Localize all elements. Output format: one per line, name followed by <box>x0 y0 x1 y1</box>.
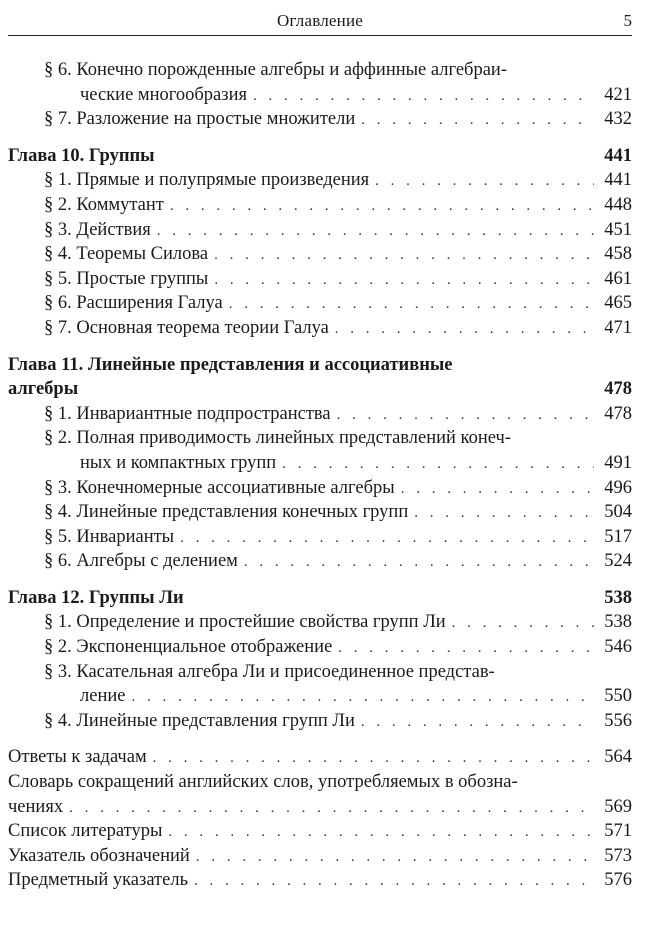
toc-entry[interactable] <box>8 316 632 341</box>
toc-entry[interactable] <box>8 242 632 267</box>
toc-entry-title: ление <box>80 686 126 707</box>
toc-entry[interactable] <box>8 795 632 820</box>
toc-entry-page: 524 <box>604 551 632 572</box>
toc-entry-page: 491 <box>604 452 632 473</box>
toc-entry[interactable] <box>8 107 632 132</box>
leader-dots <box>131 685 594 710</box>
toc-entry-title: ческие многообразия <box>80 84 247 105</box>
toc-entry-title: § 2. Полная приводимость линейных представлений конеч- <box>44 428 511 449</box>
toc-entry-page: 465 <box>604 293 632 314</box>
toc-entry-page: 576 <box>604 870 632 891</box>
toc-entry-title: Указатель обозначений <box>8 845 190 866</box>
toc-entry-title: § 6. Расширения Галуа <box>44 293 223 314</box>
leader-dots <box>338 636 594 661</box>
leader-dots <box>452 611 594 636</box>
toc-entry-title: § 5. Простые группы <box>44 268 209 289</box>
toc-entry-page: 441 <box>604 170 632 191</box>
toc-entry-page: 461 <box>604 268 632 289</box>
leader-dots <box>69 796 594 821</box>
toc-entry[interactable] <box>8 402 632 427</box>
toc-entry[interactable] <box>8 635 632 660</box>
leader-dots <box>401 477 594 502</box>
toc-entry-page: 448 <box>604 194 632 215</box>
toc-entry-page: 517 <box>604 526 632 547</box>
chapter-page: 441 <box>604 145 632 166</box>
toc-entry-title: § 6. Алгебры с делением <box>44 551 238 572</box>
toc-entry-page: 556 <box>604 710 632 731</box>
toc-entry[interactable] <box>8 218 632 243</box>
toc-entry-title: § 4. Линейные представления конечных групп <box>44 502 409 523</box>
toc-entry[interactable] <box>8 58 632 83</box>
toc-entry-page: 550 <box>604 686 632 707</box>
leader-dots <box>375 169 594 194</box>
header-page-number: 5 <box>623 11 632 30</box>
leader-dots <box>361 108 594 133</box>
toc-entry[interactable] <box>8 709 632 734</box>
toc-entry[interactable] <box>8 745 632 770</box>
toc-entry-title: § 4. Линейные представления групп Ли <box>44 710 355 731</box>
toc-entry-page: 504 <box>604 502 632 523</box>
toc-entry[interactable] <box>8 770 632 795</box>
leader-dots <box>337 403 594 428</box>
toc-entry-title: § 3. Конечномерные ассоциативные алгебры <box>44 477 395 498</box>
toc-entry-page: 432 <box>604 109 632 130</box>
leader-dots <box>157 219 594 244</box>
toc-entry[interactable] <box>8 426 632 451</box>
leader-dots <box>168 820 594 845</box>
toc-entry-title: § 1. Определение и простейшие свойства групп Ли <box>44 612 446 633</box>
toc-entry-title: § 7. Основная теорема теории Галуа <box>44 317 329 338</box>
toc-entry-title: § 1. Прямые и полупрямые произведения <box>44 170 370 191</box>
toc-entry[interactable] <box>8 819 632 844</box>
toc-entry-page: 546 <box>604 637 632 658</box>
toc-entry[interactable] <box>8 83 632 108</box>
toc-chapter[interactable] <box>8 353 632 378</box>
table-of-contents <box>8 58 632 893</box>
chapter-title: Глава 10. Группы <box>8 145 155 166</box>
leader-dots <box>180 526 594 551</box>
toc-entry-title: ных и компактных групп <box>80 452 277 473</box>
toc-entry-page: 569 <box>604 796 632 817</box>
toc-chapter[interactable] <box>8 377 632 402</box>
leader-dots <box>214 243 594 268</box>
toc-entry-page: 421 <box>604 84 632 105</box>
leader-dots <box>153 746 594 771</box>
toc-entry-page: 496 <box>604 477 632 498</box>
toc-entry-page: 451 <box>604 219 632 240</box>
toc-entry-title: § 1. Инвариантные подпространства <box>44 403 331 424</box>
leader-dots <box>194 869 594 894</box>
toc-entry-title: § 3. Действия <box>44 219 151 240</box>
chapter-title: алгебры <box>8 379 79 400</box>
toc-entry-title: Словарь сокращений английских слов, употребляемых в обозна- <box>8 772 518 793</box>
toc-entry-title: § 3. Касательная алгебра Ли и присоединенное представ- <box>44 661 495 682</box>
toc-entry-title: Ответы к задачам <box>8 747 147 768</box>
toc-entry[interactable] <box>8 684 632 709</box>
toc-entry-title: § 5. Инварианты <box>44 526 175 547</box>
toc-entry[interactable] <box>8 844 632 869</box>
toc-entry[interactable] <box>8 868 632 893</box>
toc-chapter[interactable] <box>8 144 632 169</box>
leader-dots <box>170 194 594 219</box>
toc-entry[interactable] <box>8 451 632 476</box>
chapter-page: 538 <box>604 587 632 608</box>
toc-entry-page: 458 <box>604 244 632 265</box>
toc-entry[interactable] <box>8 500 632 525</box>
leader-dots <box>414 501 594 526</box>
toc-entry[interactable] <box>8 476 632 501</box>
toc-entry[interactable] <box>8 549 632 574</box>
toc-entry-title: чениях <box>8 796 64 817</box>
toc-entry-title: § 4. Теоремы Силова <box>44 244 209 265</box>
leader-dots <box>244 550 594 575</box>
running-header <box>8 11 632 36</box>
chapter-title: Глава 12. Группы Ли <box>8 587 184 608</box>
toc-chapter[interactable] <box>8 586 632 611</box>
leader-dots <box>361 710 594 735</box>
toc-entry[interactable] <box>8 168 632 193</box>
leader-dots <box>282 452 594 477</box>
toc-entry-page: 478 <box>604 403 632 424</box>
toc-entry[interactable] <box>8 660 632 685</box>
toc-entry-page: 571 <box>604 821 632 842</box>
toc-entry[interactable] <box>8 267 632 292</box>
toc-entry-page: 573 <box>604 845 632 866</box>
toc-entry-title: § 6. Конечно порожденные алгебры и аффинные алгебраи- <box>44 60 507 80</box>
toc-entry-title: § 7. Разложение на простые множители <box>44 109 356 130</box>
toc-entry[interactable] <box>8 291 632 316</box>
leader-dots <box>214 268 594 293</box>
leader-dots <box>229 292 594 317</box>
leader-dots <box>335 317 594 342</box>
header-title: Оглавление <box>277 11 363 30</box>
chapter-page: 478 <box>604 379 632 400</box>
toc-entry-title: Предметный указатель <box>8 870 189 891</box>
toc-entry-title: § 2. Коммутант <box>44 194 164 215</box>
leader-dots <box>196 845 594 870</box>
toc-entry-page: 471 <box>604 317 632 338</box>
toc-entry-page: 538 <box>604 612 632 633</box>
toc-entry-title: § 2. Экспоненциальное отображение <box>44 637 333 658</box>
leader-dots <box>253 84 594 109</box>
toc-entry-page: 564 <box>604 747 632 768</box>
toc-entry[interactable] <box>8 610 632 635</box>
toc-entry[interactable] <box>8 193 632 218</box>
toc-entry-title: Список литературы <box>8 821 163 842</box>
chapter-title: Глава 11. Линейные представления и ассоциативные <box>8 354 453 375</box>
toc-entry[interactable] <box>8 525 632 550</box>
